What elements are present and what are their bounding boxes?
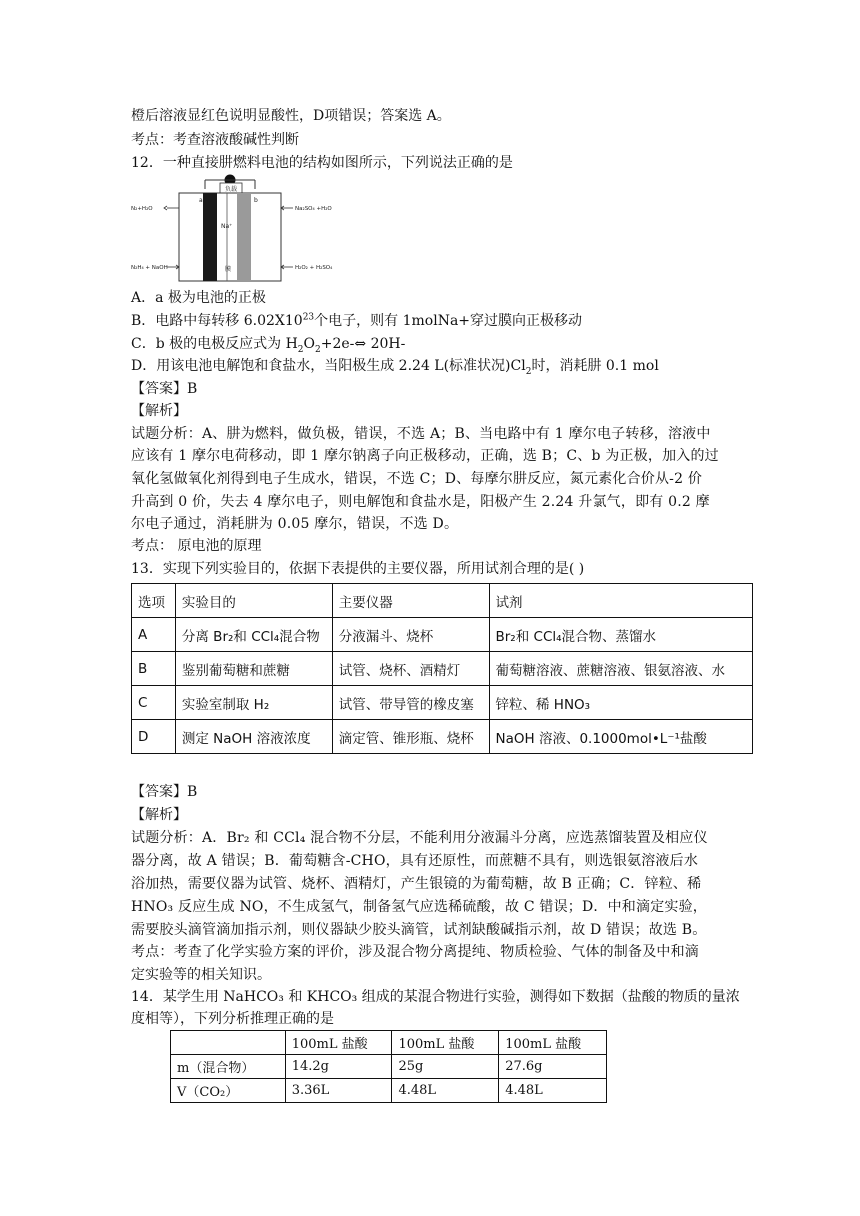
electrode-b [237, 193, 251, 281]
option-c: C．b 极的电极反应式为 $H_2O_2+2e-\Leftrightarrow$ 20H- [131, 336, 406, 355]
table-row [132, 652, 753, 686]
option-d: D．用该电池电解饱和食盐水，当阳极生成 2.24 L(标准状况)$Cl_2$时，消耗肼 0.1 mol [131, 358, 659, 377]
question-14: 14．某学生用 NaHCO₃ 和 KHCO₃ 组成的某混合物进行实验，测得如下数据（盐酸的物质的量浓 [131, 989, 740, 1005]
question-13: 13．实现下列实验目的，依据下表提供的主要仪器，所用试剂合理的是( ) [131, 561, 585, 577]
table-cell: A [132, 618, 176, 652]
table-cell: 鉴别葡萄糖和蔗糖 [175, 652, 332, 686]
table-cell: 测定 NaOH 溶液浓度 [175, 720, 332, 754]
analysis-text: 氧化氢做氧化剂得到电子生成水，错误，不选 C；D、每摩尔肼反应，氮元素化合价从-2 价 [131, 471, 703, 487]
arrow-out-icon [164, 206, 167, 210]
table-row [171, 1055, 607, 1079]
text-line: 橙后溶液显红色说明显酸性，D项错误；答案选 A。 [131, 108, 451, 124]
table-header: 试剂 [489, 584, 753, 618]
option-a: A．a 极为电池的正极 [131, 290, 266, 306]
answer-label: 【答案】B [131, 381, 198, 397]
table-cell: NaOH 溶液、0.1000mol•L⁻¹盐酸 [489, 720, 753, 754]
label-membrane: 膜 [225, 266, 232, 273]
table-cell: 4.48L [499, 1079, 607, 1103]
analysis-text: 器分离，故 A 错误；B．葡萄糖含-CHO，具有还原性，而蔗糖不具有，则选银氨溶液后水 [131, 853, 699, 869]
analysis-text: 试题分析：A、肼为燃料，做负极，错误，不选 A；B、当电路中有 1 摩尔电子转移，溶液中 [131, 426, 711, 442]
label-a: a [199, 197, 203, 204]
left-top-label: N₂+H₂O [131, 206, 153, 212]
table-cell: 25g [392, 1055, 499, 1079]
table-cell: 分液漏斗、烧杯 [332, 618, 489, 652]
table-cell: 试管、带导管的橡皮塞 [332, 686, 489, 720]
table-row [132, 686, 753, 720]
right-bottom-label: H₂O₂ + H₂SO₄ [295, 265, 333, 271]
table-cell: 27.6g [499, 1055, 607, 1079]
analysis-label: 【解析】 [131, 403, 187, 419]
table-cell: m（混合物） [171, 1055, 286, 1079]
table-cell: V（CO₂） [171, 1079, 286, 1103]
table-cell: 3.36L [285, 1079, 392, 1103]
knowledge-point: 考点：考查了化学实验方案的评价，涉及混合物分离提纯、物质检验、气体的制备及中和滴 [131, 944, 699, 960]
table-cell: 试管、烧杯、酒精灯 [332, 652, 489, 686]
table-header: 实验目的 [175, 584, 332, 618]
table-header: 选项 [132, 584, 176, 618]
answer-label: 【答案】B [131, 784, 198, 800]
table-header: 100mL 盐酸 [285, 1031, 392, 1055]
table-cell: 4.48L [392, 1079, 499, 1103]
table-row [132, 720, 753, 754]
table-cell: 锌粒、稀 HNO₃ [489, 686, 753, 720]
load-label: 负载 [224, 186, 238, 193]
question-14: 度相等），下列分析推理正确的是 [131, 1011, 334, 1027]
option-b: B．电路中每转移 $6.02X10^{23}$个电子，则有 1molNa+穿过膜向正极移动 [131, 312, 583, 329]
experiment-table [131, 583, 753, 754]
question-12: 12．一种直接肼燃料电池的结构如图所示，下列说法正确的是 [131, 155, 513, 171]
table-header [171, 1031, 286, 1055]
table-cell: 葡萄糖溶液、蔗糖溶液、银氨溶液、水 [489, 652, 753, 686]
table-cell: B [132, 652, 176, 686]
text-line: 考点：考查溶液酸碱性判断 [131, 132, 299, 148]
analysis-text: 应该有 1 摩尔电荷移动，即 1 摩尔钠离子向正极移动，正确，选 B；C、b 为正极，加入的过 [131, 448, 719, 464]
analysis-text: HNO₃ 反应生成 NO，不生成氢气，制备氢气应选稀硫酸，故 C 错误；D．中和滴定实验， [131, 899, 708, 915]
table-row [132, 618, 753, 652]
knowledge-point: 定实验等的相关知识。 [131, 967, 271, 983]
table-header: 100mL 盐酸 [392, 1031, 499, 1055]
left-bottom-label: N₂H₄ + NaOH [131, 265, 168, 271]
table-cell: 实验室制取 H₂ [175, 686, 332, 720]
label-na: Na⁺ [221, 223, 233, 230]
analysis-text: 升高到 0 价，失去 4 摩尔电子，则电解饱和食盐水是，阳极产生 2.24 升氯气，即有 0.2 摩 [131, 494, 710, 510]
label-b: b [254, 197, 258, 204]
table-row [171, 1079, 607, 1103]
table-cell: 分离 Br₂和 CCl₄混合物 [175, 618, 332, 652]
analysis-text: 浴加热，需要仪器为试管、烧杯、酒精灯，产生银镜的为葡萄糖，故 B 正确；C．锌粒、稀 [131, 876, 702, 892]
table-header-row [171, 1031, 607, 1055]
knowledge-point: 考点： 原电池的原理 [131, 538, 262, 554]
analysis-text: 需要胶头滴管滴加指示剂，则仪器缺少胶头滴管，试剂缺酸碱指示剂，故 D 错误；故选 B。 [131, 922, 707, 938]
table-cell: Br₂和 CCl₄混合物、蒸馏水 [489, 618, 753, 652]
electrode-a [203, 193, 217, 281]
data-table [170, 1030, 607, 1103]
table-cell: D [132, 720, 176, 754]
table-header-row [132, 584, 753, 618]
analysis-text: 尔电子通过，消耗肼为 0.05 摩尔，错误，不选 D。 [131, 516, 459, 532]
right-top-label: Na₂SO₄ +H₂O [295, 206, 332, 212]
table-cell: C [132, 686, 176, 720]
analysis-text: 试题分析：A．Br₂ 和 CCl₄ 混合物不分层，不能利用分液漏斗分离，应选蒸馏装置及相应仪 [131, 830, 708, 846]
fuel-cell-diagram [131, 173, 341, 285]
table-header: 主要仪器 [332, 584, 489, 618]
analysis-label: 【解析】 [131, 807, 187, 823]
table-cell: 滴定管、锥形瓶、烧杯 [332, 720, 489, 754]
table-header: 100mL 盐酸 [499, 1031, 607, 1055]
table-cell: 14.2g [285, 1055, 392, 1079]
